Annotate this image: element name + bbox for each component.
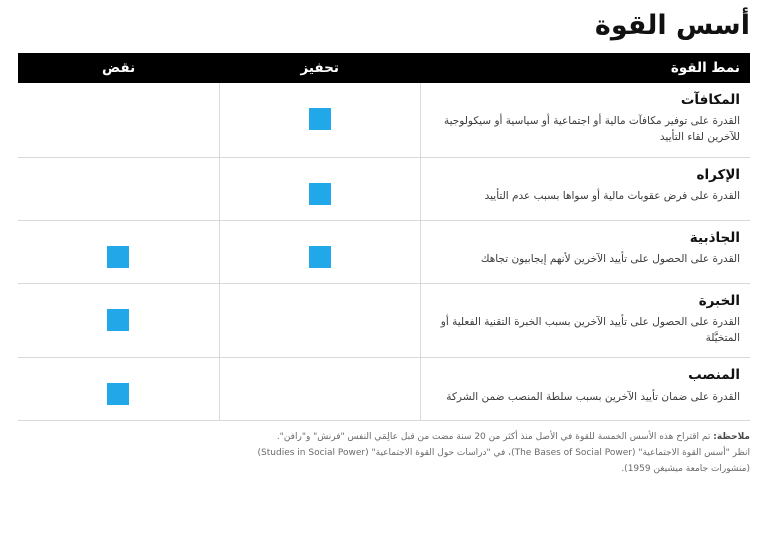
row-motivate-cell (219, 220, 420, 283)
row-power-type-cell (420, 83, 750, 157)
table-row (18, 157, 750, 220)
marker-square-icon (107, 383, 129, 405)
footnote-line-2: انظر "أسس القوة الاجتماعية" (The Bases of Social Power)، في "دراسات حول القوة الاجتماعية" (Studies in Social Power) (257, 448, 750, 459)
table-row (18, 83, 750, 157)
marker-square-icon (107, 309, 129, 331)
power-bases-table (18, 53, 750, 421)
row-motivate-cell (219, 358, 420, 421)
row-power-type-cell (420, 157, 750, 220)
marker-square-icon (309, 108, 331, 130)
row-power-type-cell (420, 358, 750, 421)
column-header-power-type: نمط القوة (420, 53, 750, 83)
column-header-motivate: تحفيز (219, 53, 420, 83)
row-title: المنصب (688, 367, 740, 384)
column-header-undermine: نقض (18, 53, 219, 83)
row-undermine-cell (18, 358, 219, 421)
table-row (18, 283, 750, 358)
footnote-line-3: (منشورات جامعة ميشيغن 1959). (621, 463, 750, 474)
row-motivate-cell (219, 83, 420, 157)
row-motivate-cell (219, 157, 420, 220)
table-header-row (18, 53, 750, 83)
row-description: القدرة على الحصول على تأييد الآخرين لأنهم إيجابيون تجاهك (480, 252, 740, 265)
footnote-label: ملاحظة: (713, 432, 750, 443)
row-description: القدرة على ضمان تأييد الآخرين بسبب سلطة المنصب ضمن الشركة (446, 390, 740, 403)
table-body (18, 83, 750, 421)
row-title: الجاذبية (689, 229, 740, 246)
marker-square-icon (309, 183, 331, 205)
row-power-type-cell (420, 220, 750, 283)
row-undermine-cell (18, 283, 219, 358)
row-motivate-cell (219, 283, 420, 358)
marker-square-icon (107, 246, 129, 268)
row-title: الإكراه (696, 166, 740, 183)
marker-square-icon (309, 246, 331, 268)
row-title: الخبرة (698, 292, 740, 309)
row-title: المكافآت (680, 92, 740, 108)
table-row (18, 220, 750, 283)
row-power-type-cell (420, 283, 750, 358)
table-header (18, 53, 750, 83)
page-title: أسس القوة (594, 10, 750, 41)
row-undermine-cell (18, 157, 219, 220)
row-description: القدرة على توفير مكافآت مالية أو اجتماعية أو سياسية أو سيكولوجية للآخرين لقاء التأييد (444, 115, 740, 144)
row-undermine-cell (18, 220, 219, 283)
footnote-line-1: تم اقتراح هذه الأسس الخمسة للقوة في الأصل منذ أكثر من 20 سنة مضت من قبل عالِمَي النفس "فرنش" و"رافن". (276, 432, 711, 443)
row-undermine-cell (18, 83, 219, 157)
row-description: القدرة على الحصول على تأييد الآخرين بسبب الخبرة التقنية الفعلية أو المتخيَّلة (440, 315, 740, 345)
row-description: القدرة على فرض عقوبات مالية أو سواها بسبب عدم التأييد (484, 189, 740, 202)
footnote (18, 430, 750, 477)
table-row (18, 358, 750, 421)
